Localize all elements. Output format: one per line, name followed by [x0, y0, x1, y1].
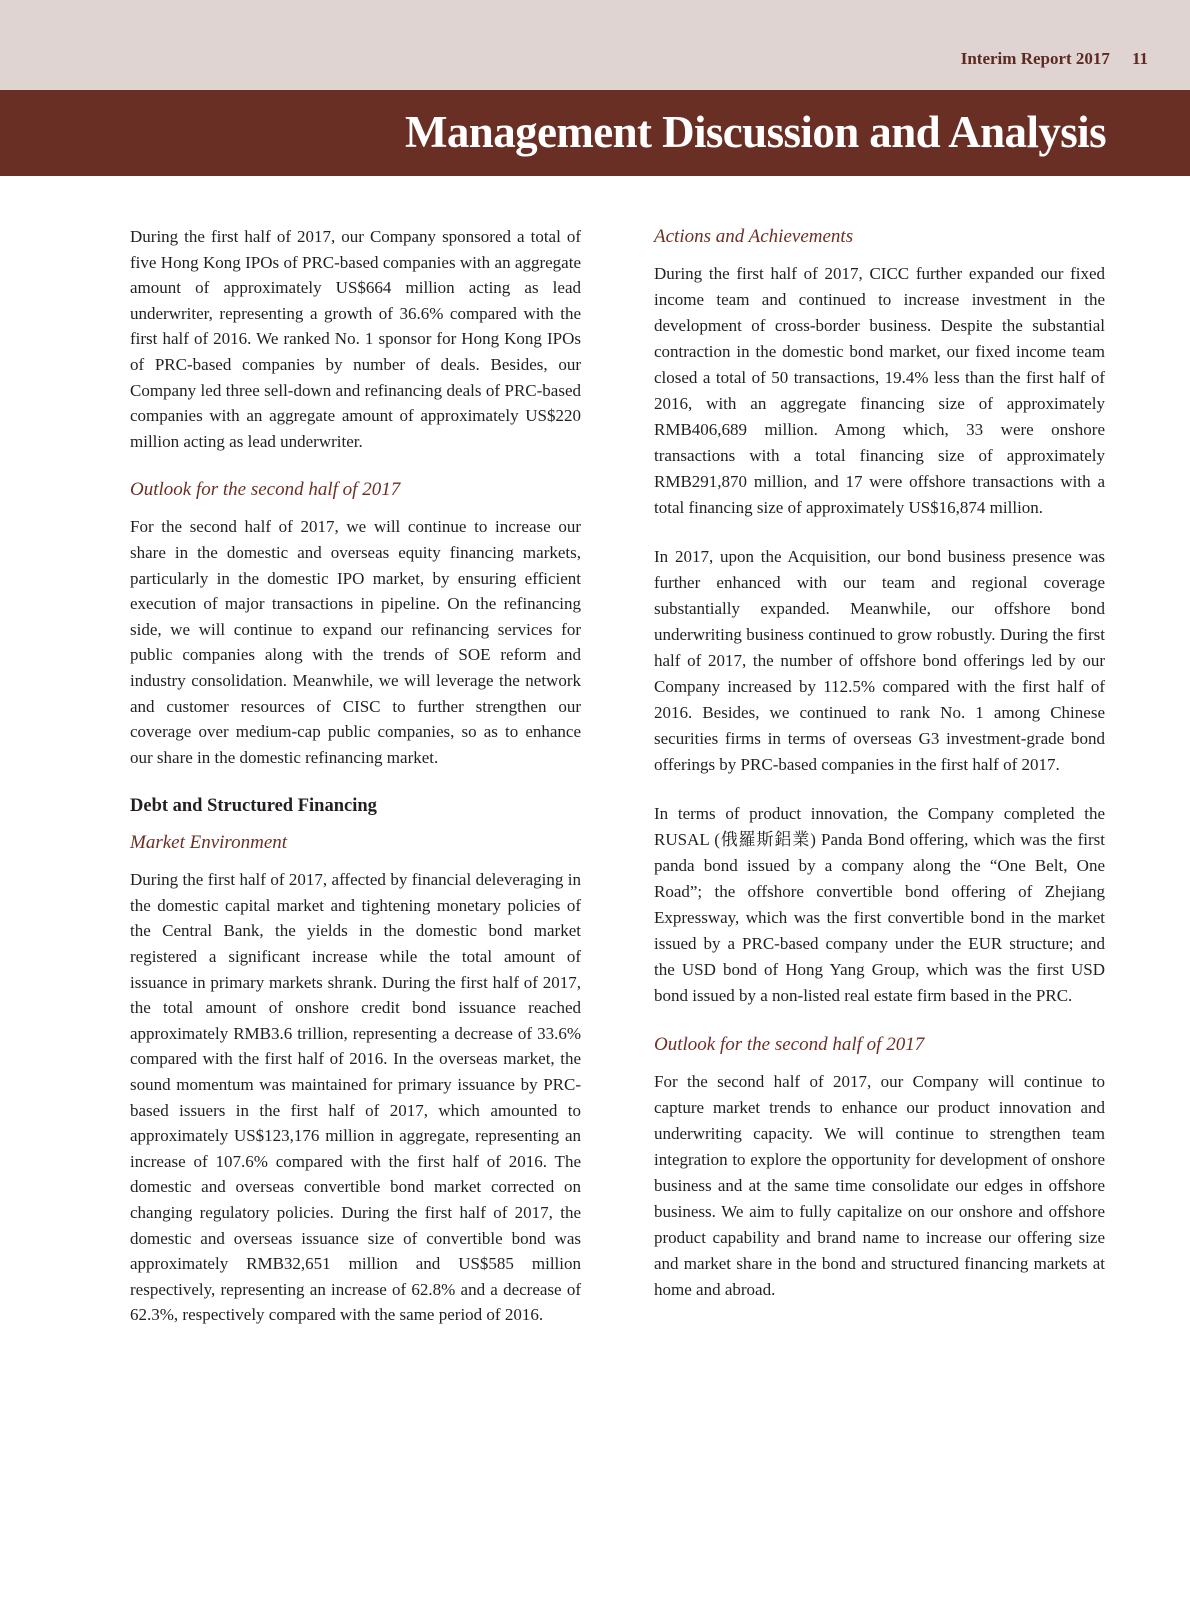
equity-outlook-heading: Outlook for the second half of 2017 [130, 479, 401, 501]
actions-paragraph-3: In terms of product innovation, the Company completed the RUSAL (俄羅斯鋁業) Panda Bond offering, which was the first panda bond issued by a company along the “One Belt, One Road”; the offshore convertible bond offering of Zhejiang Expressway, which was the first convertible bond in the market issued by a PRC-based company under the EUR structure; and the USD bond of Hong Yang Group, which was the first USD bond issued by a non-listed real estate firm based in the PRC. [654, 804, 1105, 1005]
page-number: 11 [1131, 49, 1148, 68]
right-column [654, 224, 1105, 1303]
market-environment-paragraph: During the first half of 2017, affected by financial deleveraging in the domestic capital market and tightening monetary policies of the Central Bank, the yields in the domestic bond market registered a significant increase while the total amount of issuance in primary markets shrank. During the first half of 2017, the total amount of onshore credit bond issuance reached approximately RMB3.6 trillion, representing a decrease of 33.6% compared with the first half of 2016. In the overseas market, the sound momentum was maintained for primary issuance by PRC-based issuers in the first half of 2017, which amounted to approximately US$123,176 million in aggregate, representing an increase of 107.6% compared with the first half of 2016. The domestic and overseas convertible bond market corrected on changing regulatory policies. During the first half of 2017, the domestic and overseas issuance size of convertible bond was approximately RMB32,651 million and US$585 million respectively, representing an increase of 62.8% and a decrease of 62.3%, respectively compared with the same period of 2016. [130, 870, 581, 1325]
equity-outlook-paragraph: For the second half of 2017, we will continue to increase our share in the domestic and overseas equity financing markets, particularly in the domestic IPO market, by ensuring efficient execution of major transactions in pipeline. On the refinancing side, we will continue to expand our refinancing services for public companies along with the trends of SOE reform and industry consolidation. Meanwhile, we will leverage the network and customer resources of CISC to further strengthen our coverage over medium-cap public companies, so as to enhance our share in the domestic refinancing market. [130, 517, 581, 767]
report-name: Interim Report 2017 [960, 49, 1110, 68]
dcm-outlook-heading: Outlook for the second half of 2017 [654, 1034, 925, 1055]
ecm-achievements-paragraph: During the first half of 2017, our Company sponsored a total of five Hong Kong IPOs of PRC-based companies with an aggregate amount of approximately US$664 million acting as lead underwriter, representing a growth of 36.6% compared with the first half of 2016. We ranked No. 1 sponsor for Hong Kong IPOs of PRC-based companies by number of deals. Besides, our Company led three sell-down and refinancing deals of PRC-based companies with an aggregate amount of approximately US$220 million acting as lead underwriter. [130, 227, 581, 451]
actions-achievements-heading: Actions and Achievements [654, 226, 854, 247]
dcm-outlook-paragraph: For the second half of 2017, our Company will continue to capture market trends to enhance our product innovation and underwriting capacity. We will continue to strengthen team integration to explore the opportunity for development of onshore business and at the same time consolidate our edges in offshore business. We aim to fully capitalize on our onshore and offshore product capability and brand name to increase our offering size and market share in the bond and structured financing markets at home and abroad. [654, 1072, 1105, 1299]
dcm-section-heading: Debt and Structured Financing [130, 796, 377, 817]
page-title: Management Discussion and Analysis [405, 107, 1106, 157]
header-band [0, 0, 1190, 90]
left-column [130, 224, 581, 1328]
running-header [961, 49, 1148, 69]
actions-paragraph-1: During the first half of 2017, CICC further expanded our fixed income team and continued to increase investment in the development of cross-border business. Despite the substantial contraction in the domestic bond market, our fixed income team closed a total of 50 transactions, 19.4% less than the first half of 2016, with an aggregate financing size of approximately RMB406,689 million. Among which, 33 were onshore transactions with a total financing size of approximately RMB291,870 million, and 17 were offshore transactions with a total financing size of approximately US$16,874 million. [654, 264, 1105, 517]
market-environment-heading: Market Environment [130, 832, 288, 854]
actions-paragraph-2: In 2017, upon the Acquisition, our bond business presence was further enhanced with our team and regional coverage substantially expanded. Meanwhile, our offshore bond underwriting business continued to grow robustly. During the first half of 2017, the number of offshore bond offerings led by our Company increased by 112.5% compared with the first half of 2016. Besides, we continued to rank No. 1 among Chinese securities firms in terms of overseas G3 investment-grade bond offerings by PRC-based companies in the first half of 2017. [654, 547, 1105, 774]
